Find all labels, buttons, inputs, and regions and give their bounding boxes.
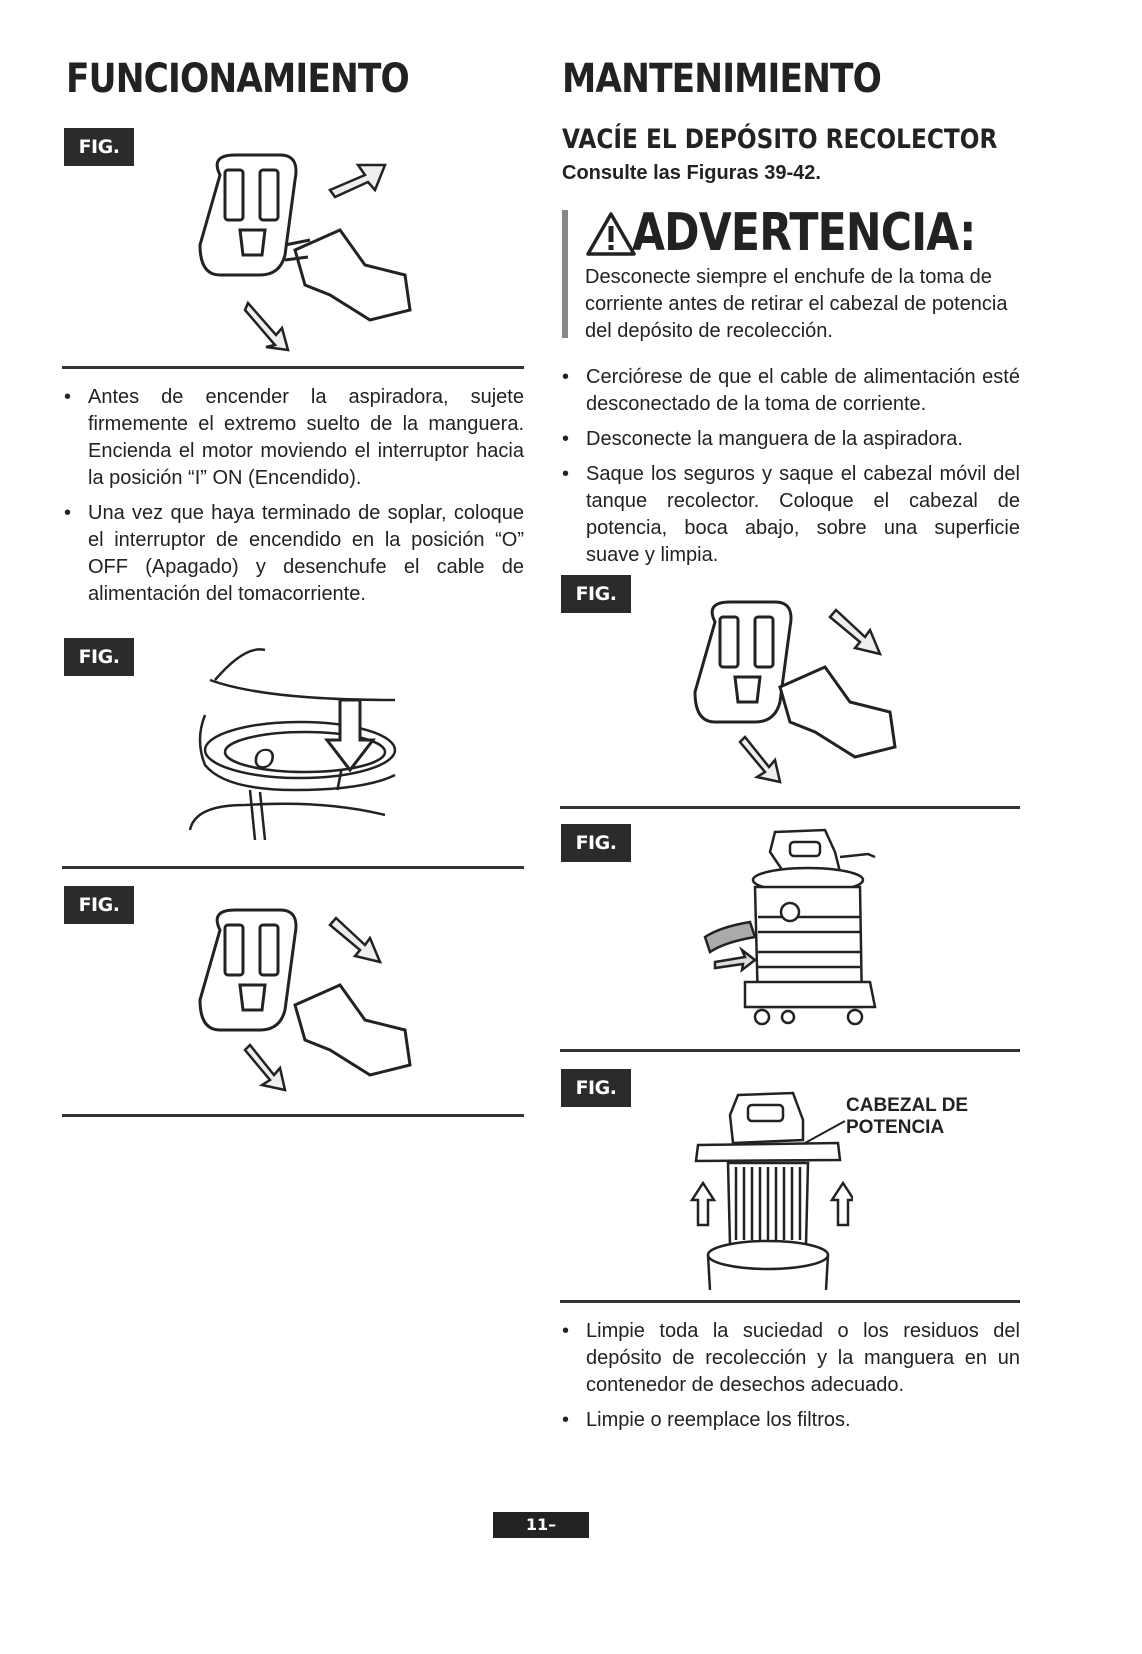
list-item: • Saque los seguros y saque el cabezal móvil del tanque recolector. Coloque el cabezal de potencia, boca abajo, sobre una superficie suave y limpia. (562, 461, 1020, 569)
warning-icon (585, 210, 637, 258)
divider (62, 1114, 524, 1117)
divider (560, 806, 1020, 809)
list-item: • Una vez que haya terminado de soplar, coloque el interruptor de encendido en la posición “O” OFF (Apagado) y desenchufe el cable de alimentación del tomacorriente. (64, 500, 524, 608)
fig-36-label: FIG. 36 (64, 128, 134, 166)
fig-37-switch-illustration (185, 640, 405, 840)
divider (62, 866, 524, 869)
fig-38-label: FIG. 38 (64, 886, 134, 924)
divider (62, 366, 524, 369)
fig-41-power-head-illustration (688, 1085, 853, 1290)
power-head-callout (846, 1095, 968, 1139)
section-heading-mantenimiento: MANTENIMIENTO (562, 56, 882, 102)
list-item: • Antes de encender la aspiradora, sujete firmemente el extremo suelto de la manguera. Encienda el motor moviendo el interruptor hacia la posición “I” ON (Encendido). (64, 384, 524, 492)
callout-leader-line (800, 1118, 850, 1148)
divider (560, 1300, 1020, 1303)
section-heading-funcionamiento: FUNCIONAMIENTO (66, 56, 409, 102)
list-item: • Desconecte la manguera de la aspiradora. (562, 426, 1020, 453)
warning-bar (562, 210, 568, 338)
fig-39-label: FIG. 39 (561, 575, 631, 613)
fig-40-vacuum-hose-illustration (690, 822, 890, 1032)
fig-39-plug-remove-illustration (690, 582, 910, 792)
funcionamiento-bullet-list (64, 384, 524, 616)
switch-i-label: I (335, 765, 343, 796)
page-number: 11–Spanish (493, 1512, 589, 1538)
callout-line-2: POTENCIA (846, 1117, 945, 1138)
fig-36-plug-insert-illustration (190, 135, 430, 355)
subheading: VACÍE EL DEPÓSITO RECOLECTOR (562, 124, 998, 155)
figure-reference: Consulte las Figuras 39-42. (562, 162, 821, 184)
callout-line-1: CABEZAL DE (846, 1095, 969, 1116)
switch-o-label: O (253, 743, 275, 774)
fig-41-label: FIG. 41 (561, 1069, 631, 1107)
list-item: • Cerciórese de que el cable de alimentación esté desconectado de la toma de corriente. (562, 364, 1020, 418)
warning-text: Desconecte siempre el enchufe de la toma de corriente antes de retirar el cabezal de potencia del depósito de recolección. (585, 266, 1008, 342)
warning-title: ADVERTENCIA: (632, 203, 976, 263)
mantenimiento-bullet-list-2 (562, 1318, 1020, 1442)
mantenimiento-bullet-list-1 (562, 364, 1020, 577)
fig-37-label: FIG. 37 (64, 638, 134, 676)
fig-38-plug-remove-illustration (190, 890, 430, 1105)
fig-40-label: FIG. 40 (561, 824, 631, 862)
list-item: • Limpie o reemplace los filtros. (562, 1407, 1020, 1434)
divider (560, 1049, 1020, 1052)
list-item: • Limpie toda la suciedad o los residuos del depósito de recolección y la manguera en un contenedor de desechos adecuado. (562, 1318, 1020, 1399)
